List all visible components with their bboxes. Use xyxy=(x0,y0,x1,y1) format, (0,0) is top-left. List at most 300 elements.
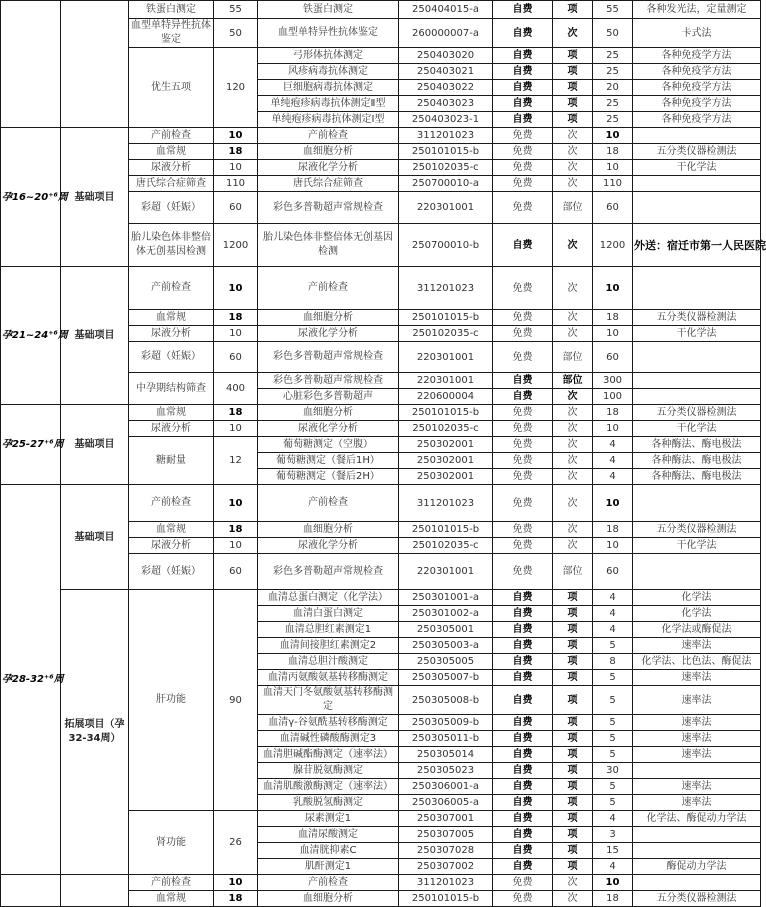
cell-c7: 免费 xyxy=(493,326,553,342)
table-row xyxy=(1,405,761,421)
cell-c7: 自费 xyxy=(493,19,553,48)
cell-c10: 卡式法 xyxy=(633,19,761,48)
cell-c10: 速率法 xyxy=(633,731,761,747)
cell-c10: 化学法、比色法、酶促法 xyxy=(633,654,761,670)
item-price: 10 xyxy=(214,875,258,891)
table-row xyxy=(1,267,761,310)
item-price: 50 xyxy=(214,19,258,48)
cell-c10: 各种酶法、酶电极法 xyxy=(633,437,761,453)
item-price: 10 xyxy=(214,485,258,522)
cell-c10: 各种免疫学方法 xyxy=(633,48,761,64)
cell-c10: 各种免疫学方法 xyxy=(633,96,761,112)
cell-c6: 250305014 xyxy=(399,747,493,763)
cell-c7: 自费 xyxy=(493,747,553,763)
item-price: 18 xyxy=(214,405,258,421)
cell-c5: 尿液化学分析 xyxy=(258,538,399,554)
item-price: 120 xyxy=(214,48,258,128)
cell-c9: 25 xyxy=(593,64,633,80)
cell-c5: 葡萄糖测定（餐后2H） xyxy=(258,469,399,485)
cell-c7: 免费 xyxy=(493,875,553,891)
item-price: 55 xyxy=(214,1,258,19)
cell-c9: 60 xyxy=(593,192,633,224)
cell-c6: 250307028 xyxy=(399,843,493,859)
cell-c8: 项 xyxy=(553,48,593,64)
cell-c7: 自费 xyxy=(493,859,553,875)
cell-c6: 311201023 xyxy=(399,128,493,144)
item-name: 产前检查 xyxy=(129,485,214,522)
cell-c6: 250302001 xyxy=(399,453,493,469)
cell-c6: 250305005 xyxy=(399,654,493,670)
cell-c5: 血清胱抑素C xyxy=(258,843,399,859)
cell-c5: 巨细胞病毒抗体测定 xyxy=(258,80,399,96)
cell-c8: 项 xyxy=(553,843,593,859)
cell-c5: 肌酐测定1 xyxy=(258,859,399,875)
cell-c9: 60 xyxy=(593,554,633,590)
cell-c6: 250403021 xyxy=(399,64,493,80)
item-name: 血常规 xyxy=(129,405,214,421)
cell-c10: 速率法 xyxy=(633,670,761,686)
cell-c8: 次 xyxy=(553,160,593,176)
cell-c9: 5 xyxy=(593,638,633,654)
item-name: 血常规 xyxy=(129,144,214,160)
item-name: 血常规 xyxy=(129,310,214,326)
item-price: 10 xyxy=(214,128,258,144)
item-name: 肾功能 xyxy=(129,811,214,875)
cell-c7: 免费 xyxy=(493,522,553,538)
cell-c6: 250301002-a xyxy=(399,606,493,622)
item-name: 彩超（妊娠） xyxy=(129,342,214,373)
cell-c6: 311201023 xyxy=(399,875,493,891)
cell-c6: 250404015-a xyxy=(399,1,493,19)
cell-c6: 250102035-c xyxy=(399,538,493,554)
cell-c9: 100 xyxy=(593,389,633,405)
cell-c5: 单纯疱疹病毒抗体测定Ⅰ型 xyxy=(258,112,399,128)
cell-c5: 产前检查 xyxy=(258,128,399,144)
cell-c7: 免费 xyxy=(493,144,553,160)
item-name: 优生五项 xyxy=(129,48,214,128)
cell-c10: 各种酶法、酶电极法 xyxy=(633,469,761,485)
cell-c8: 次 xyxy=(553,538,593,554)
item-name: 彩超（妊娠） xyxy=(129,554,214,590)
stage-cell: 孕21~24⁺⁶周 xyxy=(1,267,61,405)
cell-c9: 5 xyxy=(593,747,633,763)
cell-c8: 项 xyxy=(553,670,593,686)
cell-c8: 次 xyxy=(553,437,593,453)
cell-c9: 50 xyxy=(593,19,633,48)
item-name: 产前检查 xyxy=(129,267,214,310)
cell-c9: 5 xyxy=(593,670,633,686)
cell-c7: 自费 xyxy=(493,606,553,622)
cell-c8: 次 xyxy=(553,522,593,538)
item-name: 彩超（妊娠） xyxy=(129,192,214,224)
cell-c6: 250305009-b xyxy=(399,715,493,731)
cell-c5: 铁蛋白测定 xyxy=(258,1,399,19)
cell-c10 xyxy=(633,763,761,779)
cell-c9: 10 xyxy=(593,267,633,310)
cell-c10: 各种免疫学方法 xyxy=(633,112,761,128)
cell-c7: 自费 xyxy=(493,96,553,112)
cell-c6: 250101015-b xyxy=(399,310,493,326)
cell-c9: 18 xyxy=(593,310,633,326)
cell-c5: 血清总胆汁酸测定 xyxy=(258,654,399,670)
cell-c10 xyxy=(633,485,761,522)
cell-c8: 次 xyxy=(553,267,593,310)
cell-c7: 免费 xyxy=(493,469,553,485)
cell-c8: 项 xyxy=(553,811,593,827)
cell-c8: 次 xyxy=(553,875,593,891)
cell-c6: 250305001 xyxy=(399,622,493,638)
item-price: 60 xyxy=(214,192,258,224)
cell-c9: 10 xyxy=(593,485,633,522)
cell-c5: 血清总胆红素测定1 xyxy=(258,622,399,638)
cell-c6: 250101015-b xyxy=(399,405,493,421)
stage-cell: 孕28-32⁺⁶周 xyxy=(1,485,61,875)
item-name: 糖耐量 xyxy=(129,437,214,485)
item-price: 110 xyxy=(214,176,258,192)
cell-c10: 速率法 xyxy=(633,779,761,795)
cell-c5: 单纯疱疹病毒抗体测定Ⅱ型 xyxy=(258,96,399,112)
cell-c10 xyxy=(633,192,761,224)
cell-c5: 腺苷脱氨酶测定 xyxy=(258,763,399,779)
cell-c10: 速率法 xyxy=(633,795,761,811)
item-price: 26 xyxy=(214,811,258,875)
cell-c10 xyxy=(633,128,761,144)
cell-c9: 4 xyxy=(593,437,633,453)
cell-c6: 220301001 xyxy=(399,192,493,224)
cell-c10: 化学法、酶促动力学法 xyxy=(633,811,761,827)
item-name: 尿液分析 xyxy=(129,160,214,176)
cell-c9: 300 xyxy=(593,373,633,389)
cell-c6: 250301001-a xyxy=(399,590,493,606)
cell-c9: 10 xyxy=(593,160,633,176)
cell-c7: 自费 xyxy=(493,638,553,654)
cell-c6: 250305008-b xyxy=(399,686,493,715)
cell-c7: 自费 xyxy=(493,795,553,811)
cell-c5: 唐氏综合症筛查 xyxy=(258,176,399,192)
cell-c5: 血清天门冬氨酸氨基转移酶测定 xyxy=(258,686,399,715)
cell-c8: 次 xyxy=(553,144,593,160)
cell-c8: 次 xyxy=(553,453,593,469)
cell-c7: 免费 xyxy=(493,421,553,437)
cell-c7: 自费 xyxy=(493,224,553,267)
item-price: 18 xyxy=(214,891,258,907)
item-name: 胎儿染色体非整倍体无创基因检测 xyxy=(129,224,214,267)
cell-c7: 自费 xyxy=(493,373,553,389)
cell-c7: 免费 xyxy=(493,160,553,176)
table-row xyxy=(1,485,761,522)
cell-c9: 15 xyxy=(593,843,633,859)
cell-c8: 项 xyxy=(553,827,593,843)
cell-c5: 尿素测定1 xyxy=(258,811,399,827)
item-price: 60 xyxy=(214,554,258,590)
cell-c7: 自费 xyxy=(493,590,553,606)
item-price: 18 xyxy=(214,522,258,538)
cell-c5: 葡萄糖测定（餐后1H） xyxy=(258,453,399,469)
cell-c9: 20 xyxy=(593,80,633,96)
item-name: 血常规 xyxy=(129,522,214,538)
cell-c10: 干化学法 xyxy=(633,538,761,554)
cell-c7: 自费 xyxy=(493,827,553,843)
cell-c7: 自费 xyxy=(493,622,553,638)
table-row xyxy=(1,1,761,19)
cell-c5: 血细胞分析 xyxy=(258,405,399,421)
cell-c8: 次 xyxy=(553,891,593,907)
cell-c10: 五分类仪器检测法 xyxy=(633,891,761,907)
cell-c9: 4 xyxy=(593,859,633,875)
cell-c9: 5 xyxy=(593,715,633,731)
cell-c10: 各种免疫学方法 xyxy=(633,80,761,96)
cell-c10: 各种发光法，定量测定 xyxy=(633,1,761,19)
cell-c7: 自费 xyxy=(493,686,553,715)
cell-c6: 250306001-a xyxy=(399,779,493,795)
cell-c6: 250403020 xyxy=(399,48,493,64)
cell-c6: 250403023-1 xyxy=(399,112,493,128)
cell-c8: 次 xyxy=(553,176,593,192)
item-name: 血型单特异性抗体鉴定 xyxy=(129,19,214,48)
cell-c7: 免费 xyxy=(493,342,553,373)
cell-c8: 项 xyxy=(553,654,593,670)
cell-c10 xyxy=(633,389,761,405)
cell-c5: 血细胞分析 xyxy=(258,522,399,538)
cell-c9: 10 xyxy=(593,128,633,144)
cell-c10: 化学法 xyxy=(633,606,761,622)
item-price: 10 xyxy=(214,326,258,342)
cell-c9: 4 xyxy=(593,606,633,622)
item-name: 铁蛋白测定 xyxy=(129,1,214,19)
cell-c6: 220301001 xyxy=(399,342,493,373)
cell-c6: 250101015-b xyxy=(399,891,493,907)
cell-c9: 5 xyxy=(593,795,633,811)
cell-c7: 免费 xyxy=(493,453,553,469)
category-cell: 基础项目 xyxy=(61,128,129,267)
cell-c9: 10 xyxy=(593,875,633,891)
cell-c8: 部位 xyxy=(553,342,593,373)
item-name: 尿液分析 xyxy=(129,326,214,342)
cell-c10 xyxy=(633,342,761,373)
cell-c6: 250102035-c xyxy=(399,326,493,342)
cell-c8: 项 xyxy=(553,731,593,747)
cell-c8: 项 xyxy=(553,763,593,779)
cell-c10 xyxy=(633,373,761,389)
cell-c9: 5 xyxy=(593,686,633,715)
cell-c5: 尿液化学分析 xyxy=(258,326,399,342)
cell-c8: 项 xyxy=(553,590,593,606)
cell-c7: 免费 xyxy=(493,405,553,421)
cell-c7: 自费 xyxy=(493,64,553,80)
cell-c10: 速率法 xyxy=(633,686,761,715)
stage-cell xyxy=(1,1,61,128)
cell-c7: 自费 xyxy=(493,811,553,827)
item-price: 12 xyxy=(214,437,258,485)
cell-c6: 311201023 xyxy=(399,485,493,522)
stage-cell: 孕16~20⁺⁶周 xyxy=(1,128,61,267)
cell-c6: 260000007-a xyxy=(399,19,493,48)
cell-c5: 血清尿酸测定 xyxy=(258,827,399,843)
cell-c8: 次 xyxy=(553,469,593,485)
cell-c6: 250305003-a xyxy=(399,638,493,654)
item-price: 18 xyxy=(214,144,258,160)
category-cell xyxy=(61,875,129,907)
cell-c7: 自费 xyxy=(493,715,553,731)
cell-c9: 4 xyxy=(593,590,633,606)
cell-c6: 250305011-b xyxy=(399,731,493,747)
cell-c8: 次 xyxy=(553,405,593,421)
cell-c7: 免费 xyxy=(493,437,553,453)
cell-c10: 干化学法 xyxy=(633,326,761,342)
category-cell: 基础项目 xyxy=(61,405,129,485)
cell-c9: 5 xyxy=(593,731,633,747)
cell-c10: 五分类仪器检测法 xyxy=(633,405,761,421)
item-price: 10 xyxy=(214,160,258,176)
cell-c7: 免费 xyxy=(493,554,553,590)
cell-c8: 次 xyxy=(553,128,593,144)
cell-c5: 产前检查 xyxy=(258,267,399,310)
cell-c7: 自费 xyxy=(493,670,553,686)
cell-c9: 55 xyxy=(593,1,633,19)
cell-c7: 免费 xyxy=(493,267,553,310)
cell-c8: 项 xyxy=(553,80,593,96)
cell-c8: 部位 xyxy=(553,192,593,224)
cell-c5: 血清白蛋白测定 xyxy=(258,606,399,622)
stage-cell: 孕25-27⁺⁶周 xyxy=(1,405,61,485)
cell-c6: 250302001 xyxy=(399,437,493,453)
cell-c9: 1200 xyxy=(593,224,633,267)
cell-c9: 30 xyxy=(593,763,633,779)
cell-c5: 彩色多普勒超声常规检查 xyxy=(258,554,399,590)
cell-c9: 8 xyxy=(593,654,633,670)
cell-c9: 4 xyxy=(593,453,633,469)
cell-c8: 项 xyxy=(553,686,593,715)
cell-c7: 免费 xyxy=(493,485,553,522)
cell-c8: 项 xyxy=(553,112,593,128)
cell-c9: 10 xyxy=(593,421,633,437)
cell-c9: 4 xyxy=(593,811,633,827)
item-name: 产前检查 xyxy=(129,128,214,144)
category-cell: 拓展项目（孕32-34周） xyxy=(61,590,129,875)
cell-c6: 250307001 xyxy=(399,811,493,827)
cell-c9: 25 xyxy=(593,96,633,112)
cell-c10: 五分类仪器检测法 xyxy=(633,310,761,326)
cell-c6: 250305007-b xyxy=(399,670,493,686)
cell-c8: 项 xyxy=(553,1,593,19)
cell-c8: 项 xyxy=(553,64,593,80)
cell-c10: 各种酶法、酶电极法 xyxy=(633,453,761,469)
category-cell: 基础项目 xyxy=(61,485,129,590)
cell-c5: 彩色多普勒超声常规检查 xyxy=(258,192,399,224)
item-name: 尿液分析 xyxy=(129,421,214,437)
cell-c10 xyxy=(633,176,761,192)
cell-c6: 250302001 xyxy=(399,469,493,485)
cell-c8: 次 xyxy=(553,421,593,437)
cell-c6: 311201023 xyxy=(399,267,493,310)
cell-c10: 化学法 xyxy=(633,590,761,606)
cell-c9: 18 xyxy=(593,522,633,538)
cell-c9: 25 xyxy=(593,48,633,64)
cell-c10 xyxy=(633,267,761,310)
cell-c7: 免费 xyxy=(493,176,553,192)
cell-c5: 血清丙氨酸氨基转移酶测定 xyxy=(258,670,399,686)
cell-c8: 项 xyxy=(553,638,593,654)
cell-c6: 250101015-b xyxy=(399,522,493,538)
item-price: 10 xyxy=(214,421,258,437)
cell-c6: 250102035-c xyxy=(399,421,493,437)
cell-c7: 免费 xyxy=(493,310,553,326)
cell-c8: 部位 xyxy=(553,373,593,389)
cell-c8: 项 xyxy=(553,622,593,638)
item-price: 90 xyxy=(214,590,258,811)
item-name: 中孕期结构筛查 xyxy=(129,373,214,405)
cell-c5: 血细胞分析 xyxy=(258,891,399,907)
cell-c8: 项 xyxy=(553,779,593,795)
cell-c5: 血清γ-谷氨酰基转移酶测定 xyxy=(258,715,399,731)
cell-c9: 3 xyxy=(593,827,633,843)
cell-c9: 4 xyxy=(593,469,633,485)
cell-c9: 10 xyxy=(593,538,633,554)
cell-c8: 次 xyxy=(553,485,593,522)
cell-c8: 次 xyxy=(553,389,593,405)
cell-c5: 血清肌酸激酶测定（速率法） xyxy=(258,779,399,795)
cell-c5: 血型单特异性抗体鉴定 xyxy=(258,19,399,48)
cell-c7: 自费 xyxy=(493,389,553,405)
cell-c6: 250307002 xyxy=(399,859,493,875)
cell-c5: 血清总蛋白测定（化学法） xyxy=(258,590,399,606)
cell-c10 xyxy=(633,554,761,590)
cell-c6: 250307005 xyxy=(399,827,493,843)
cell-c7: 自费 xyxy=(493,48,553,64)
cell-c9: 18 xyxy=(593,405,633,421)
table-row xyxy=(1,590,761,606)
cell-c6: 250700010-a xyxy=(399,176,493,192)
table-row xyxy=(1,875,761,891)
item-name: 肝功能 xyxy=(129,590,214,811)
cell-c5: 产前检查 xyxy=(258,875,399,891)
cell-c10: 速率法 xyxy=(633,715,761,731)
category-cell: 基础项目 xyxy=(61,267,129,405)
cell-c7: 自费 xyxy=(493,779,553,795)
cell-c7: 免费 xyxy=(493,128,553,144)
cell-c5: 血清胆碱酯酶测定（速率法） xyxy=(258,747,399,763)
cell-c9: 25 xyxy=(593,112,633,128)
cell-c7: 免费 xyxy=(493,891,553,907)
cell-c7: 自费 xyxy=(493,654,553,670)
cell-c6: 250403022 xyxy=(399,80,493,96)
cell-c6: 250403023 xyxy=(399,96,493,112)
cell-c5: 血细胞分析 xyxy=(258,310,399,326)
cell-c10: 外送：宿迁市第一人民医院 xyxy=(633,224,761,267)
cell-c10: 干化学法 xyxy=(633,160,761,176)
cell-c8: 部位 xyxy=(553,554,593,590)
cell-c5: 风疹病毒抗体测定 xyxy=(258,64,399,80)
cell-c6: 250700010-b xyxy=(399,224,493,267)
cell-c5: 彩色多普勒超声常规检查 xyxy=(258,373,399,389)
item-name: 产前检查 xyxy=(129,875,214,891)
cell-c9: 110 xyxy=(593,176,633,192)
cell-c5: 尿液化学分析 xyxy=(258,421,399,437)
cell-c5: 胎儿染色体非整倍体无创基因检测 xyxy=(258,224,399,267)
cell-c6: 250305023 xyxy=(399,763,493,779)
cell-c7: 自费 xyxy=(493,843,553,859)
item-price: 1200 xyxy=(214,224,258,267)
cell-c5: 弓形体抗体测定 xyxy=(258,48,399,64)
stage-cell xyxy=(1,875,61,907)
cell-c9: 4 xyxy=(593,622,633,638)
cell-c8: 项 xyxy=(553,606,593,622)
cell-c10: 各种免疫学方法 xyxy=(633,64,761,80)
cell-c6: 220600004 xyxy=(399,389,493,405)
cell-c6: 220301001 xyxy=(399,373,493,389)
item-price: 18 xyxy=(214,310,258,326)
cell-c7: 自费 xyxy=(493,80,553,96)
